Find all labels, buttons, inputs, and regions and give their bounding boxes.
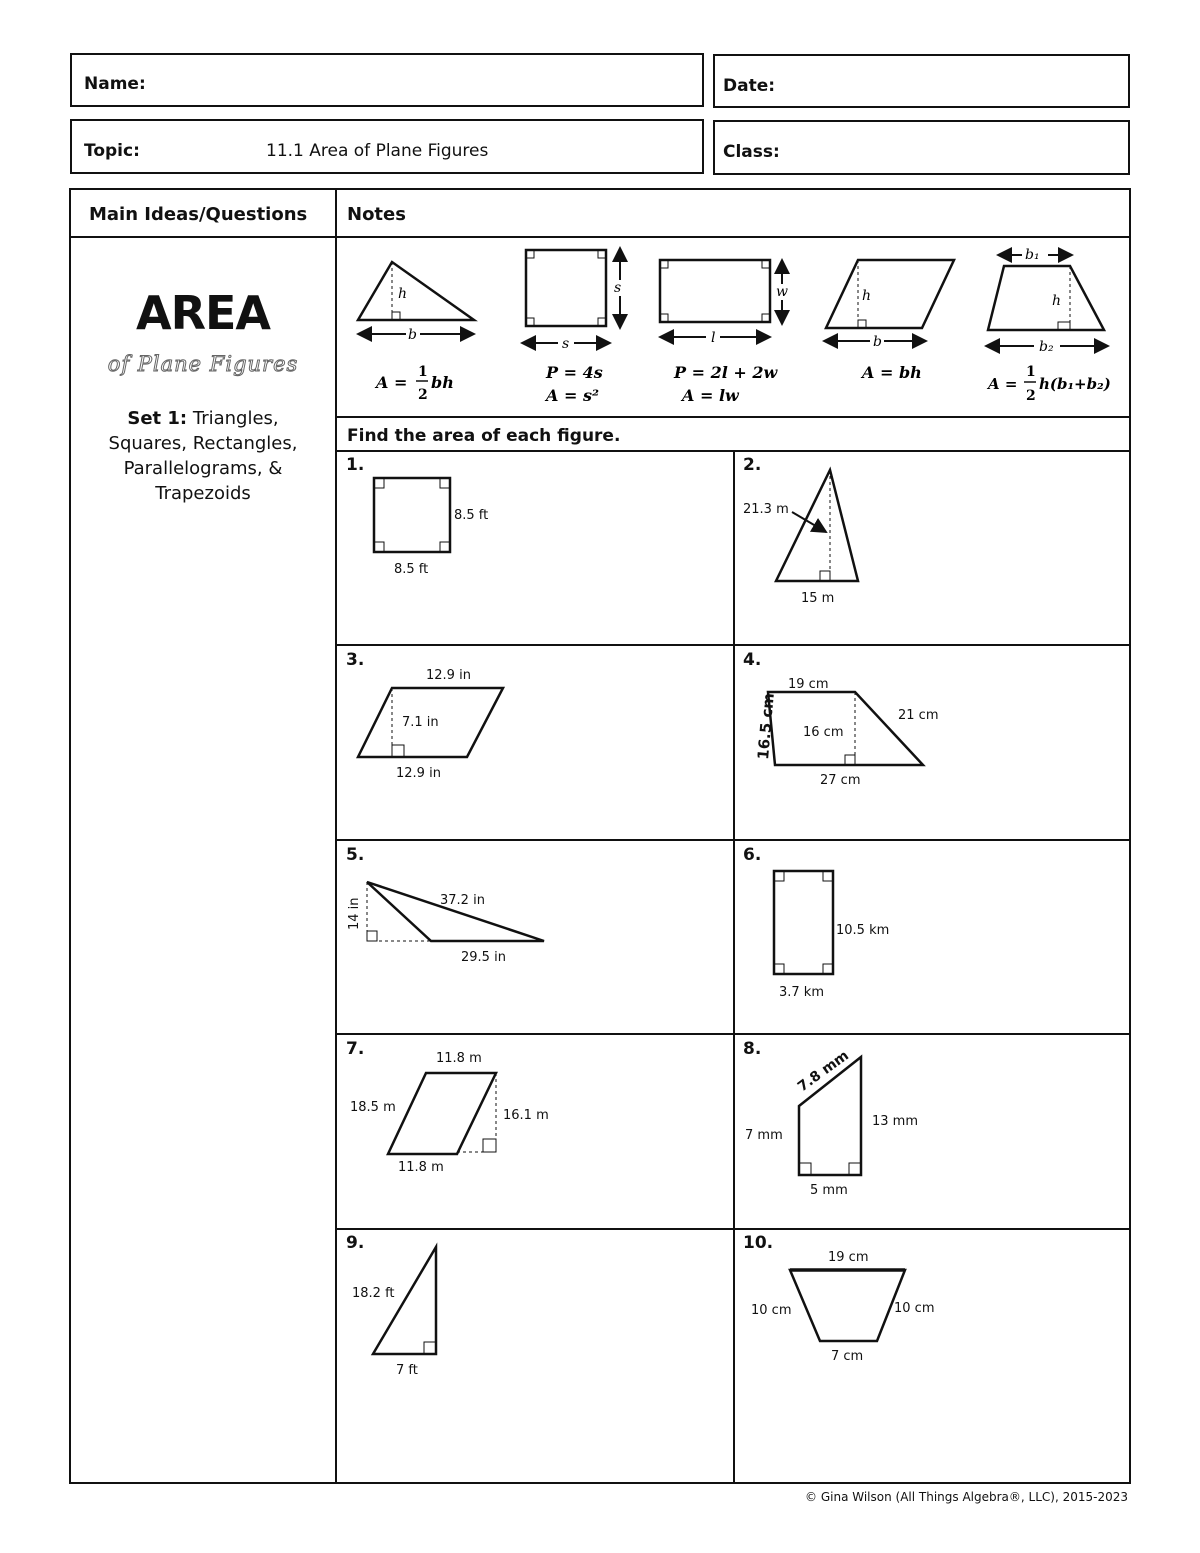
p5-slant: 37.2 in — [440, 893, 485, 908]
p8-right: 13 mm — [872, 1114, 919, 1129]
rect-area: A = lw — [682, 386, 739, 405]
p6-side: 10.5 km — [836, 923, 890, 938]
problem-7-figure — [350, 1051, 549, 1175]
tri-den: 2 — [418, 387, 428, 403]
topic-value: 11.1 Area of Plane Figures — [266, 141, 489, 161]
class-label: Class: — [723, 142, 780, 162]
sq-area: A = s² — [546, 386, 599, 405]
trap-den: 2 — [1026, 388, 1036, 404]
trap-rhs: h(b₁+b₂) — [1039, 375, 1111, 393]
sidebar-title: AREA — [135, 286, 271, 340]
col1-header: Main Ideas/Questions — [89, 204, 308, 225]
rect-l: l — [711, 330, 716, 346]
p2-base: 15 m — [801, 591, 835, 606]
tri-num: 1 — [418, 364, 428, 380]
trap-h: h — [1052, 293, 1062, 309]
problem-4-number: 4. — [743, 650, 762, 670]
trap-b1: b₁ — [1025, 247, 1040, 263]
tri-bh: bh — [431, 373, 454, 392]
problem-3-number: 3. — [346, 650, 365, 670]
p7-height: 16.1 m — [503, 1108, 549, 1123]
sidebar-subtitle: of Plane Figures — [107, 352, 299, 376]
p10-top: 19 cm — [828, 1250, 869, 1265]
p8-slant: 7.8 mm — [794, 1047, 852, 1096]
name-label: Name: — [84, 74, 146, 94]
problem-4-figure — [754, 677, 938, 788]
p1-side: 8.5 ft — [454, 508, 489, 523]
trap-num: 1 — [1026, 364, 1036, 380]
problem-6-number: 6. — [743, 845, 762, 865]
para-area: A = bh — [862, 363, 922, 382]
problem-10-number: 10. — [743, 1233, 774, 1253]
p9-hyp: 18.2 ft — [352, 1286, 395, 1301]
p10-left: 10 cm — [751, 1303, 792, 1318]
para-h: h — [862, 288, 872, 304]
p7-top: 11.8 m — [436, 1051, 482, 1066]
p4-slant: 21 cm — [898, 708, 939, 723]
problem-2-number: 2. — [743, 455, 762, 475]
date-label: Date: — [723, 76, 776, 96]
instructions: Find the area of each figure. — [347, 426, 621, 446]
problem-10-figure — [751, 1250, 935, 1364]
sq-perimeter: P = 4s — [546, 363, 603, 382]
col2-header: Notes — [347, 204, 406, 225]
problem-6-figure — [774, 871, 889, 1000]
sq-s-bottom: s — [562, 336, 570, 352]
p4-top: 19 cm — [788, 677, 829, 692]
topic-label: Topic: — [84, 141, 140, 161]
p8-left: 7 mm — [745, 1128, 783, 1143]
p10-bottom: 7 cm — [831, 1349, 864, 1364]
p3-top: 12.9 in — [426, 668, 471, 683]
tri-A: A = — [376, 373, 408, 392]
trap-A: A = — [988, 375, 1018, 393]
problem-9-number: 9. — [346, 1233, 365, 1253]
copyright-footer: © Gina Wilson (All Things Algebra®, LLC), 2015-2023 — [805, 1490, 1128, 1504]
p5-base: 29.5 in — [461, 950, 506, 965]
p4-bottom: 27 cm — [820, 773, 861, 788]
p8-bottom: 5 mm — [810, 1183, 848, 1198]
problem-5-number: 5. — [346, 845, 365, 865]
p10-right: 10 cm — [894, 1301, 935, 1316]
p3-height: 7.1 in — [402, 715, 439, 730]
p4-left: 16.5 cm — [754, 692, 778, 761]
p6-bottom: 3.7 km — [779, 985, 824, 1000]
tri-b: b — [408, 327, 417, 343]
trap-b2: b₂ — [1039, 339, 1054, 355]
p3-bottom: 12.9 in — [396, 766, 441, 781]
problem-3-figure — [358, 668, 503, 781]
rect-w: w — [776, 284, 788, 300]
p5-height: 14 in — [347, 897, 362, 930]
problem-2-figure — [743, 470, 858, 606]
problem-7-number: 7. — [346, 1039, 365, 1059]
sq-s-side: s — [614, 280, 622, 296]
problem-1-figure — [374, 478, 488, 577]
problem-5-figure — [347, 882, 544, 965]
problem-8-number: 8. — [743, 1039, 762, 1059]
rect-perimeter: P = 2l + 2w — [674, 363, 778, 382]
tri-h: h — [398, 286, 408, 302]
set-text: Triangles, Squares, Rectangles, Parallelograms, & Trapezoids — [108, 408, 298, 504]
p1-bottom: 8.5 ft — [394, 562, 429, 577]
p7-left: 18.5 m — [350, 1100, 396, 1115]
p9-base: 7 ft — [396, 1363, 418, 1378]
problem-9-figure — [352, 1247, 436, 1378]
p4-height: 16 cm — [803, 725, 844, 740]
p2-height: 21.3 m — [743, 502, 789, 517]
p7-bottom: 11.8 m — [398, 1160, 444, 1175]
problem-8-figure — [745, 1048, 918, 1198]
problem-1-number: 1. — [346, 455, 365, 475]
set-label: Set 1: — [127, 408, 188, 429]
para-b: b — [873, 334, 882, 350]
